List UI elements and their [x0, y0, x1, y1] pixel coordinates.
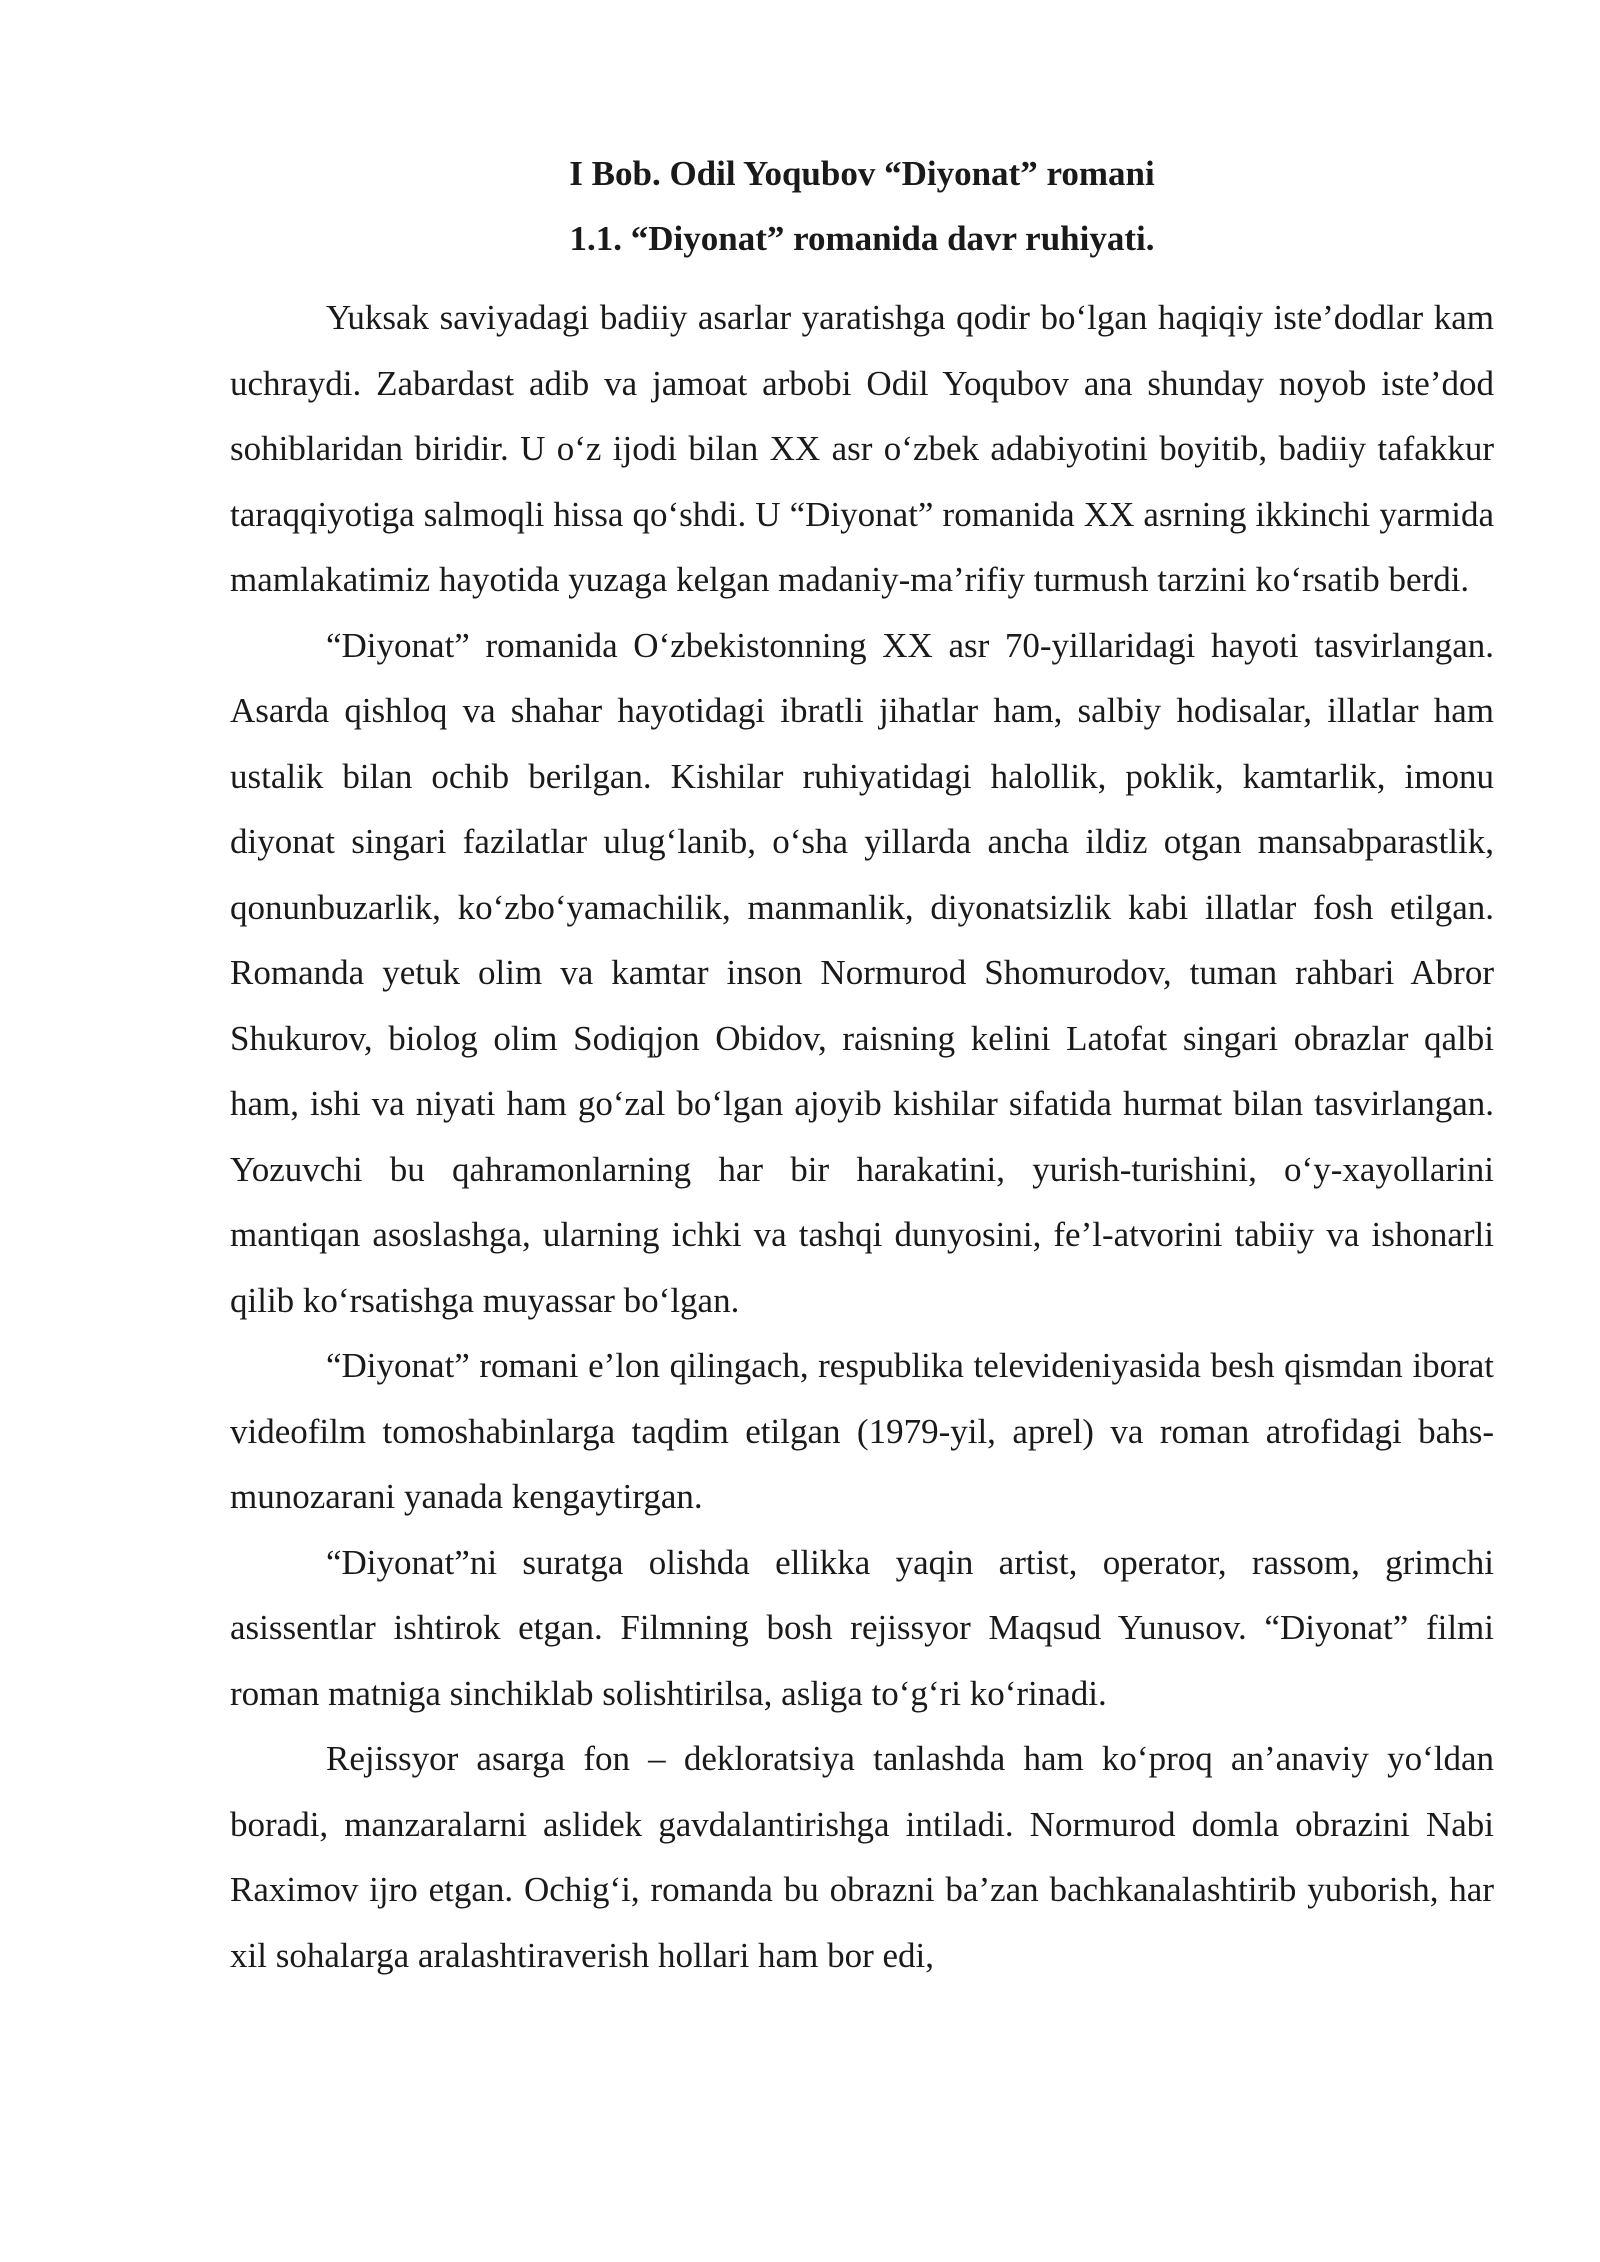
- document-body: [230, 285, 1494, 1988]
- paragraph-4: “Diyonat”ni suratga olishda ellikka yaqin artist, operator, rassom, grimchi asissentlar ishtirok etgan. Filmning bosh rejissyor Maqsud Yunusov. “Diyonat” filmi roman matniga sinchiklab solishtirilsa, asliga to‘g‘ri ko‘rinadi.: [230, 1542, 1494, 1713]
- paragraph-1: Yuksak saviyadagi badiiy asarlar yaratishga qodir bo‘lgan haqiqiy iste’dodlar kam uchraydi. Zabardast adib va jamoat arbobi Odil Yoqubov ana shunday noyob iste’dod sohiblaridan biridir. U o‘z ijodi bilan XX asr o‘zbek adabiyotini boyitib, badiiy tafakkur taraqqiyotiga salmoqli hissa qo‘shdi. U “Diyonat” romanida XX asrning ikkinchi yarmida mamlakatimiz hayotida yuzaga kelgan madaniy-ma’rifiy turmush tarzini ko‘rsatib berdi.: [230, 298, 1494, 599]
- paragraph-5: Rejissyor asarga fon – dekloratsiya tanlashda ham ko‘proq an’anaviy yo‘ldan boradi, manzaralarni aslidek gavdalantirishga intiladi. Normurod domla obrazini Nabi Raximov ijro etgan. Ochig‘i, romanda bu obrazni ba’zan bachkanalashtirib yuborish, har xil sohalarga aralashtiraverish hollari ham bor edi,: [230, 1739, 1494, 1975]
- chapter-heading: I Bob. Odil Yoqubov “Diyonat” romani: [569, 154, 1155, 193]
- paragraph-2: “Diyonat” romanida O‘zbekistonning XX asr 70-yillaridagi hayoti tasvirlangan. Asarda qishloq va shahar hayotidagi ibratli jihatlar ham, salbiy hodisalar, illatlar ham ustalik bilan ochib berilgan. Kishilar ruhiyatidagi halollik, poklik, kamtarlik, imonu diyonat singari fazilatlar ulug‘lanib, o‘sha yillarda ancha ildiz otgan mansabparastlik, qonunbuzarlik, ko‘zbo‘yamachilik, manmanlik, diyonatsizlik kabi illatlar fosh etilgan. Romanda yetuk olim va kamtar inson Normurod Shomurodov, tuman rahbari Abror Shukurov, biolog olim Sodiqjon Obidov, raisning kelini Latofat singari obrazlar qalbi ham, ishi va niyati ham go‘zal bo‘lgan ajoyib kishilar sifatida hurmat bilan tasvirlangan. Yozuvchi bu qahramonlarning har bir harakatini, yurish-turishini, o‘y-xayollarini mantiqan asoslashga, ularning ichki va tashqi dunyosini, fe’l-atvorini tabiiy va ishonarli qilib ko‘rsatishga muyassar bo‘lgan.: [230, 625, 1494, 1320]
- paragraph-3: “Diyonat” romani e’lon qilingach, respublika televideniyasida besh qismdan iborat videofilm tomoshabinlarga taqdim etilgan (1979-yil, aprel) va roman atrofidagi bahs-munozarani yanada kengaytirgan.: [230, 1346, 1494, 1516]
- section-heading: 1.1. “Diyonat” romanida davr ruhiyati.: [569, 219, 1155, 258]
- document-page: [230, 0, 1494, 2262]
